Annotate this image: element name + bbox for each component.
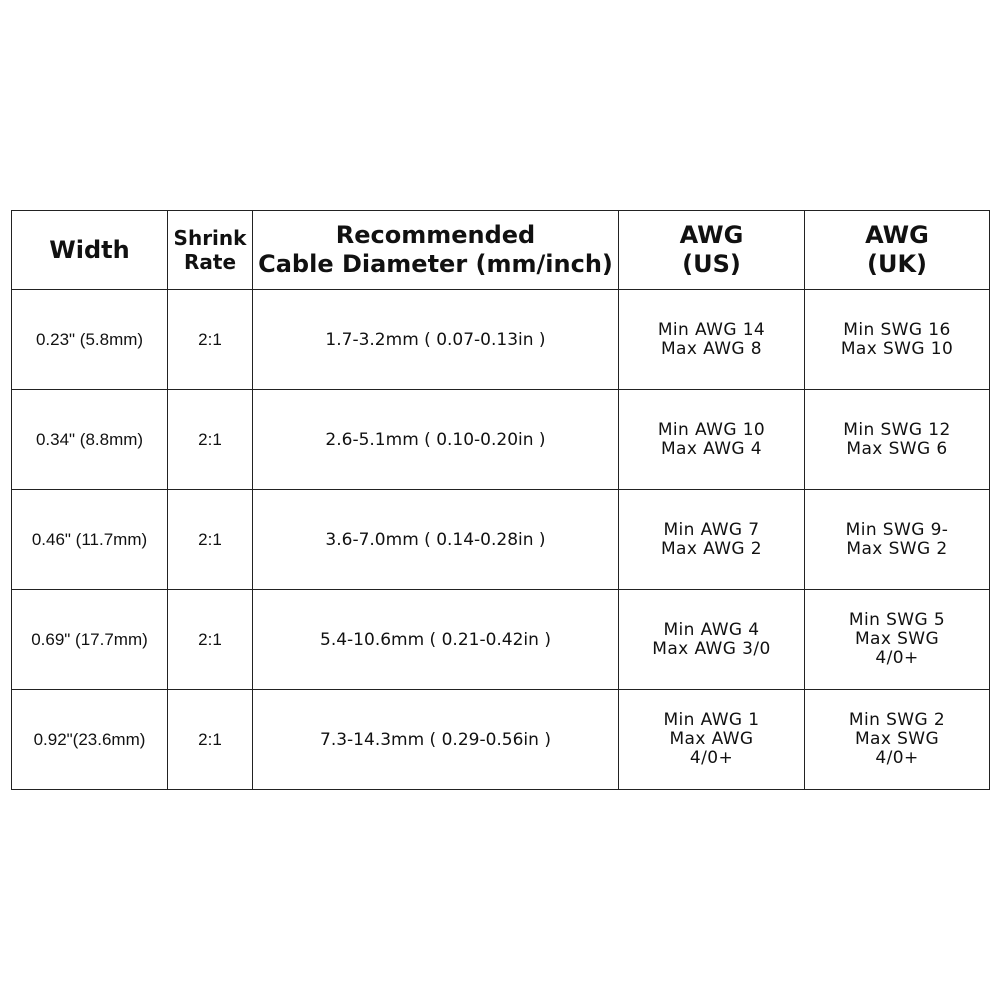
width-cell: 0.23" (5.8mm) [12,290,168,390]
header-shrink-rate [168,211,253,290]
swg-uk-max-value: 4/0+ [875,648,919,668]
awg-uk-cell [805,290,990,390]
header-cable-diameter-line1: Recommended [335,221,536,249]
cable-diameter-cell: 5.4-10.6mm ( 0.21-0.42in ) [253,590,619,690]
header-cable-diameter-line2: Cable Diameter (mm/inch) [258,250,613,278]
swg-uk-max: Max SWG 6 [846,438,948,459]
awg-us-max: Max AWG 8 [660,338,763,359]
header-shrink-rate-line2: Rate [183,250,237,274]
header-awg-uk-line1: AWG [865,221,929,249]
header-awg-uk [805,211,990,290]
swg-uk-max: Max SWG 10 [840,338,954,359]
cable-diameter-cell: 7.3-14.3mm ( 0.29-0.56in ) [253,690,619,790]
cable-diameter-cell: 3.6-7.0mm ( 0.14-0.28in ) [253,490,619,590]
swg-uk-min: Min SWG 9- [845,519,949,540]
awg-us-min: Min AWG 4 [663,619,760,640]
awg-uk-cell [805,490,990,590]
awg-us-max: Max AWG 2 [660,538,763,559]
awg-uk-cell [805,390,990,490]
width-cell: 0.34" (8.8mm) [12,390,168,490]
swg-uk-max-value: 4/0+ [875,748,919,768]
width-cell: 0.46" (11.7mm) [12,490,168,590]
swg-uk-max: Max SWG [854,629,940,649]
awg-us-cell [619,690,805,790]
cable-diameter-cell: 2.6-5.1mm ( 0.10-0.20in ) [253,390,619,490]
awg-uk-cell [805,590,990,690]
header-row [12,211,990,290]
table-row [12,390,990,490]
awg-us-cell [619,390,805,490]
awg-uk-cell [805,690,990,790]
awg-us-max-value: 4/0+ [689,748,734,768]
awg-us-min: Min AWG 7 [663,519,760,540]
shrink-rate-cell: 2:1 [168,390,253,490]
table-row [12,490,990,590]
header-shrink-rate-line1: Shrink [173,226,247,250]
awg-us-cell [619,590,805,690]
table-row [12,690,990,790]
awg-us-cell [619,490,805,590]
awg-us-max: Max AWG 4 [660,438,763,459]
width-cell: 0.69" (17.7mm) [12,590,168,690]
swg-uk-max: Max SWG 2 [846,538,948,559]
cable-diameter-cell: 1.7-3.2mm ( 0.07-0.13in ) [253,290,619,390]
swg-uk-min: Min SWG 12 [843,419,951,440]
shrink-rate-cell: 2:1 [168,590,253,690]
swg-uk-min: Min SWG 16 [843,319,951,340]
swg-uk-max: Max SWG [854,729,940,749]
swg-uk-min: Min SWG 5 [848,610,946,630]
header-width: Width [12,211,168,290]
shrink-rate-cell: 2:1 [168,690,253,790]
awg-us-min: Min AWG 14 [657,319,766,340]
width-cell: 0.92"(23.6mm) [12,690,168,790]
header-awg-us-line2: (US) [682,250,741,278]
shrink-rate-cell: 2:1 [168,490,253,590]
table-row [12,290,990,390]
swg-uk-min: Min SWG 2 [848,710,946,730]
awg-us-max: Max AWG [669,729,754,749]
shrink-rate-cell: 2:1 [168,290,253,390]
awg-us-cell [619,290,805,390]
awg-us-max: Max AWG 3/0 [652,638,771,659]
header-cable-diameter [253,211,619,290]
header-awg-uk-line2: (UK) [866,250,928,278]
awg-us-min: Min AWG 10 [657,419,766,440]
table-row [12,590,990,690]
heat-shrink-spec-table [11,210,990,790]
header-awg-us [619,211,805,290]
header-awg-us-line1: AWG [679,221,744,249]
awg-us-min: Min AWG 1 [663,710,760,730]
